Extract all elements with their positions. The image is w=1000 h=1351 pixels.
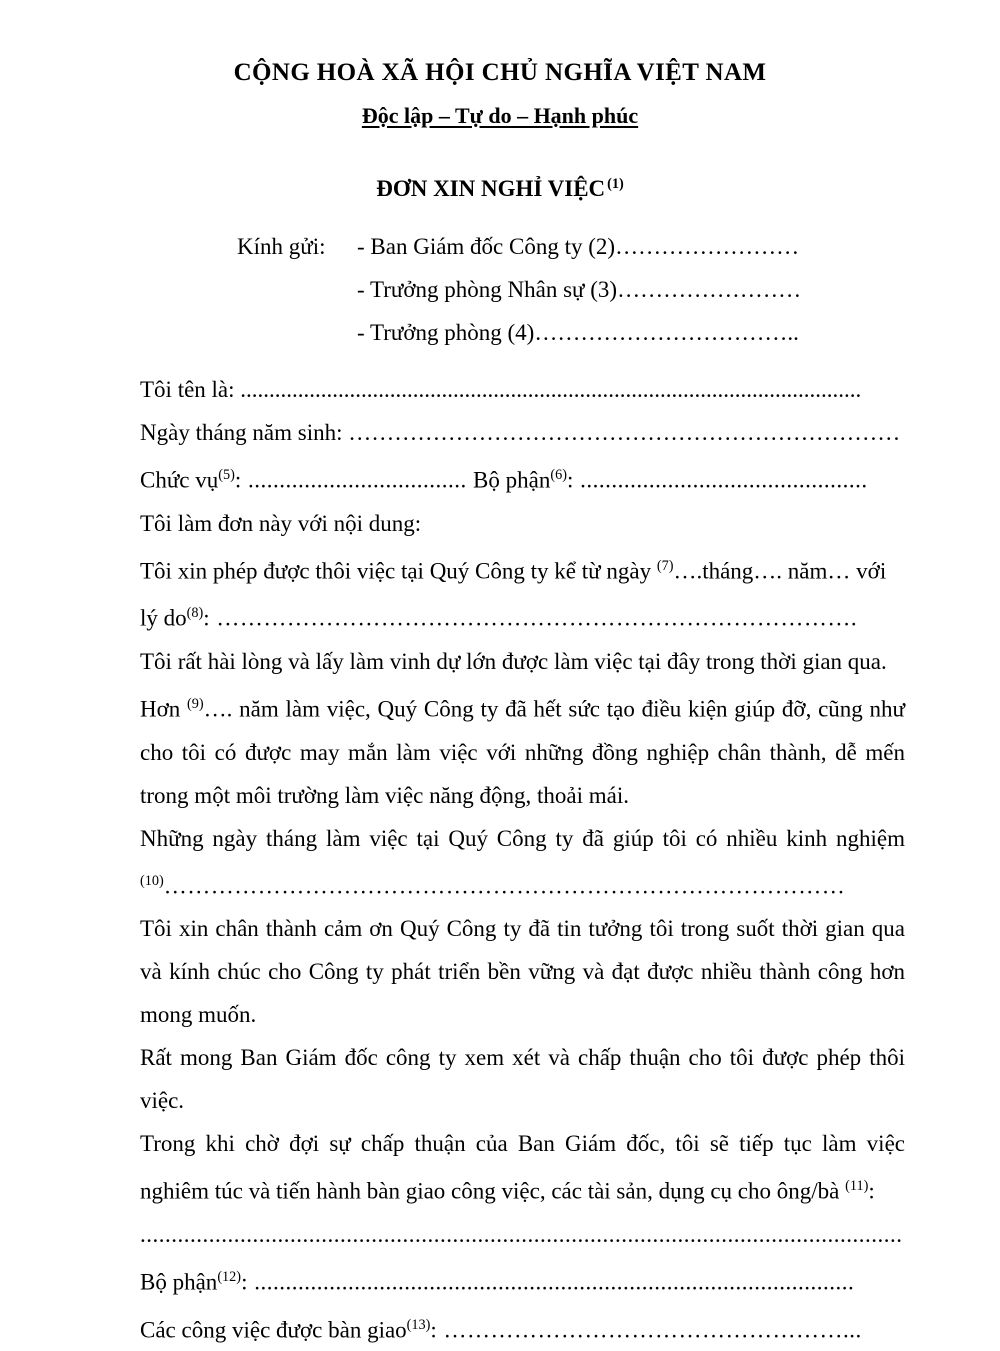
reason-footnote: (8): [186, 605, 204, 622]
national-motto: Độc lập – Tự do – Hạnh phúc: [361, 103, 639, 128]
national-title: CỘNG HOÀ XÃ HỘI CHỦ NGHĨA VIỆT NAM: [233, 59, 767, 86]
resign-request-part1: Tôi xin phép được thôi việc tại Quý Công ty kể từ ngày: [140, 558, 657, 584]
department-footnote: (6): [550, 466, 567, 483]
recipient-item-2: - Trưởng phòng Nhân sự (3)……………………: [357, 276, 802, 302]
years-part2: …. năm làm việc, Quý Công ty đã hết sức tạo điều kiện giúp đỡ, cũng như cho tôi có được may mắn làm việc với những đồng nghiệp chân thành, dễ mến trong một môi trường làm việc năng động, thoải mái.: [140, 696, 905, 808]
department-label: Bộ phận: [473, 467, 551, 493]
handover-department-row: [140, 1256, 905, 1304]
document-title-text: ĐƠN XIN NGHỈ VIỆC: [376, 176, 606, 202]
handover-part2: :: [868, 1178, 875, 1204]
document-header: [0, 0, 1000, 129]
handover-department-dots: : ................................................................................................: [241, 1269, 855, 1295]
body-years-paragraph: [140, 683, 905, 817]
experience-dots: ……………………………………………………………………………: [163, 873, 846, 899]
body-intro: Tôi làm đơn này với nội dung:: [140, 510, 422, 536]
body-handover: [140, 1122, 905, 1213]
body-thanks: Tôi xin chân thành cảm ơn Quý Công ty đã tin tưởng tôi trong suốt thời gian qua và kính chúc cho Công ty phát triển bền vững và đạt được nhiều thành công hơn mong muốn.: [140, 916, 905, 1028]
document-body: [0, 368, 1000, 1351]
handover-footnote: (11): [845, 1178, 869, 1195]
recipient-item-1: - Ban Giám đốc Công ty (2)……………………: [357, 233, 800, 259]
position-label: Chức vụ: [140, 467, 219, 493]
body-experience-dots-row: [140, 860, 905, 908]
handover-department-label: Bộ phận: [140, 1269, 218, 1295]
position-dots: : ...................................: [234, 467, 474, 493]
resign-request-part2: ….tháng…. năm… với: [673, 558, 887, 584]
field-position-department: [140, 454, 905, 502]
handover-dots: ..........................................................................................................................: [140, 1221, 903, 1247]
body-satisfaction: Tôi rất hài lòng và lấy làm vinh dự lớn được làm việc tại đây trong thời gian qua.: [140, 648, 887, 674]
experience-footnote: (10): [140, 872, 164, 889]
years-footnote: (9): [187, 695, 204, 712]
body-approval-request: Rất mong Ban Giám đốc công ty xem xét và chấp thuận cho tôi được phép thôi việc.: [140, 1045, 905, 1114]
handover-department-footnote: (12): [217, 1268, 242, 1285]
document-title-footnote: (1): [607, 175, 624, 192]
handover-tasks-row: [140, 1304, 905, 1351]
handover-tasks-label: Các công việc được bàn giao: [140, 1317, 407, 1343]
recipient-item-3: - Trưởng phòng (4)……………………………..: [357, 319, 799, 345]
handover-tasks-dots: : ……………………………………………...: [430, 1317, 862, 1343]
recipients-label: Kính gửi:: [237, 233, 326, 259]
body-experience: Những ngày tháng làm việc tại Quý Công ty đã giúp tôi có nhiều kinh nghiệm: [140, 825, 905, 851]
body-reason: [140, 592, 905, 640]
field-date-of-birth: Ngày tháng năm sinh: ………………………………………………………………: [140, 419, 901, 445]
recipient-row: [0, 225, 1000, 268]
department-dots: : ..............................................: [566, 467, 868, 493]
position-footnote: (5): [218, 466, 235, 483]
reason-dots: : ……………………………………………………………………….: [203, 605, 858, 631]
reason-label: lý do: [140, 605, 187, 631]
handover-tasks-footnote: (13): [406, 1316, 431, 1333]
body-resign-request: [140, 545, 905, 593]
recipient-row: [0, 268, 1000, 311]
recipients-block: [0, 225, 1000, 354]
document-title: [0, 175, 1000, 203]
years-part1: Hơn: [140, 696, 188, 722]
field-full-name: Tôi tên là: ............................................................................................................: [140, 376, 862, 402]
recipient-row: [0, 311, 1000, 354]
resign-request-footnote: (7): [656, 557, 674, 574]
handover-part1: Trong khi chờ đợi sự chấp thuận của Ban Giám đốc, tôi sẽ tiếp tục làm việc nghiêm túc và tiến hành bàn giao công việc, các tài sản, dụng cụ cho ông/bà: [140, 1131, 905, 1204]
